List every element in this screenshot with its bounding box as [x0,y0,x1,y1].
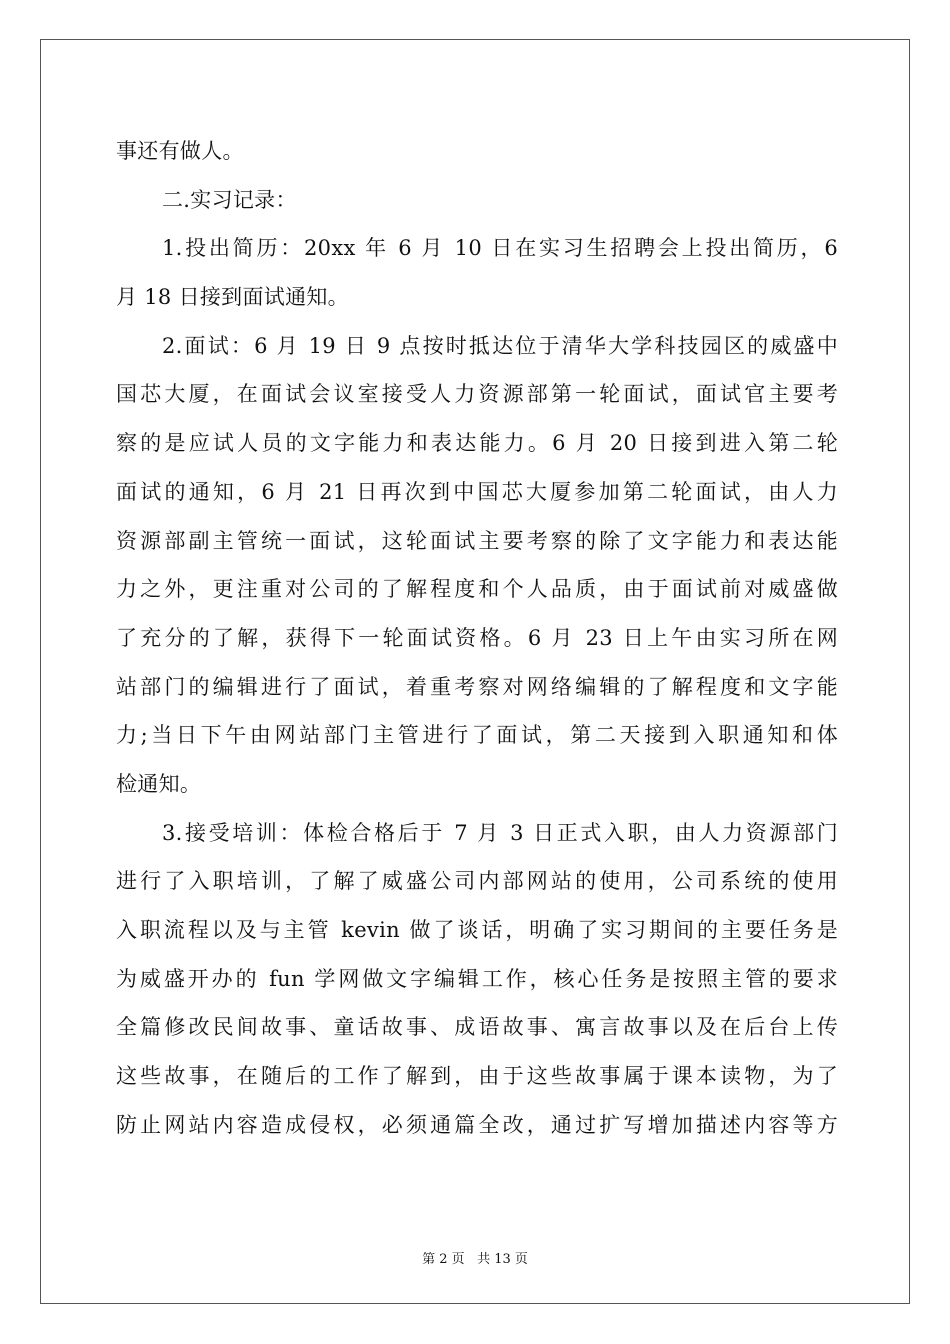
paragraph-line: 察的是应试人员的文字能力和表达能力。6 月 20 日接到进入第二轮 [116,431,838,456]
paragraph-line: 国芯大厦，在面试会议室接受人力资源部第一轮面试，面试官主要考 [116,382,838,407]
paragraph-line: 全篇修改民间故事、童话故事、成语故事、寓言故事以及在后台上传 [116,1015,838,1040]
paragraph-line: 防止网站内容造成侵权，必须通篇全改，通过扩写增加描述内容等方 [116,1112,838,1137]
paragraph-line: 力;当日下午由网站部门主管进行了面试，第二天接到入职通知和体 [116,723,838,748]
page-footer [0,1248,950,1267]
paragraph-line: 为威盛开办的 fun 学网做文字编辑工作，核心任务是按照主管的要求 [116,966,838,991]
paragraph-line: 入职流程以及与主管 kevin 做了谈话，明确了实习期间的主要任务是 [116,918,838,942]
paragraph-line: 站部门的编辑进行了面试，着重考察对网络编辑的了解程度和文字能 [116,674,838,699]
paragraph-line: 3.接受培训：体检合格后于 7 月 3 日正式入职，由人力资源部门 [162,820,838,845]
section-heading: 二.实习记录： [162,187,297,212]
page-total: 共 13 页 [477,1252,528,1267]
paragraph-line: 力之外，更注重对公司的了解程度和个人品质，由于面试前对威盛做 [116,577,838,602]
paragraph-line: 进行了入职培训，了解了威盛公司内部网站的使用，公司系统的使用 [116,869,838,894]
paragraph-line: 1.投出简历：20xx 年 6 月 10 日在实习生招聘会上投出简历，6 [162,236,838,261]
page-number: 第 2 页 [422,1252,465,1267]
paragraph-line: 事还有做人。 [116,139,244,163]
paragraph-line: 资源部副主管统一面试，这轮面试主要考察的除了文字能力和表达能 [116,528,838,553]
document-body [116,127,838,1149]
paragraph-line: 了充分的了解，获得下一轮面试资格。6 月 23 日上午由实习所在网 [116,625,838,650]
paragraph-line: 月 18 日接到面试通知。 [116,285,349,310]
paragraph-line: 检通知。 [116,771,202,796]
paragraph-line: 面试的通知，6 月 21 日再次到中国芯大厦参加第二轮面试，由人力 [116,479,838,504]
paragraph-line: 这些故事，在随后的工作了解到，由于这些故事属于课本读物，为了 [116,1064,838,1089]
paragraph-line: 2.面试：6 月 19 日 9 点按时抵达位于清华大学科技园区的威盛中 [162,333,838,358]
